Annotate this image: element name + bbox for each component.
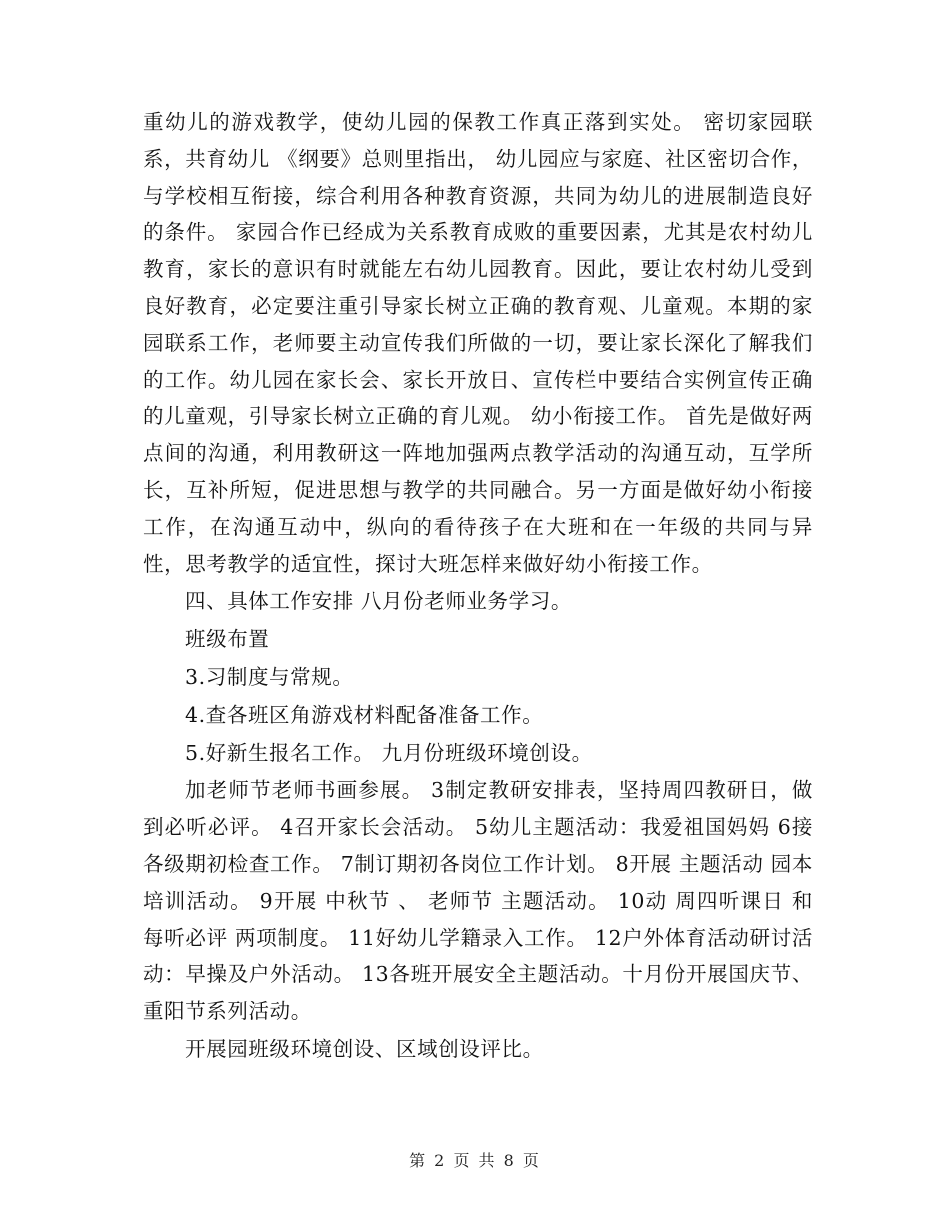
page-footer	[0, 1148, 950, 1171]
document-body	[143, 104, 813, 1068]
page-number-label: 第 2 页 共 8 页	[409, 1151, 541, 1170]
paragraph-item-4: 4.查各班区角游戏材料配备准备工作。	[185, 702, 544, 727]
paragraph-item-5: 5.好新生报名工作。 九月份班级环境创设。	[185, 740, 593, 765]
paragraph-item-3: 3.习制度与常规。	[185, 664, 354, 689]
paragraph-environment-contest: 开展园班级环境创设、区域创设评比。	[185, 1036, 544, 1061]
paragraph-class-layout: 班级布置	[185, 627, 270, 652]
paragraph-home-school-cooperation: 重幼儿的游戏教学，使幼儿园的保教工作真正落到实处。 密切家园联系，共育幼儿 《纲要》总则里指出， 幼儿园应与家庭、社区密切合作，与学校相互衔接，综合利用各种教育资源，共同为幼儿的进展制造良好的条件。 家园合作已经成为关系教育成败的重要因素，尤其是农村幼儿教育，家长的意识有时就能左右幼儿园教育。因此，要让农村幼儿受到良好教育，必定要注重引导家长树立正确的教育观、儿童观。本期的家园联系工作，老师要主动宣传我们所做的一切，要让家长深化了解我们的工作。幼儿园在家长会、家长开放日、宣传栏中要结合实例宣传正确的儿童观，引导家长树立正确的育儿观。 幼小衔接工作。 首先是做好两点间的沟通，利用教研这一阵地加强两点教学活动的沟通互动，互学所长，互补所短，促进思想与教学的共同融合。另一方面是做好幼小衔接工作，在沟通互动中，纵向的看待孩子在大班和在一年级的共同与异性，思考教学的适宜性，探讨大班怎样来做好幼小衔接工作。	[143, 110, 813, 576]
paragraph-work-arrangement-heading: 四、具体工作安排 八月份老师业务学习。	[185, 589, 572, 614]
paragraph-september-activities: 加老师节老师书画参展。 3制定教研安排表，坚持周四教研日，做到必听必评。 4召开家长会活动。 5幼儿主题活动：我爱祖国妈妈 6接各级期初检查工作。 7制订期初各岗位工作计划。 8开展 主题活动 园本培训活动。 9开展 中秋节 、 老师节 主题活动。 10动 周四听课日 和 每听必评 两项制度。 11好幼儿学籍录入工作。 12户外体育活动研讨活动：早操及户外活动。 13各班开展安全主题活动。十月份开展国庆节、重阳节系列活动。	[143, 778, 813, 1024]
